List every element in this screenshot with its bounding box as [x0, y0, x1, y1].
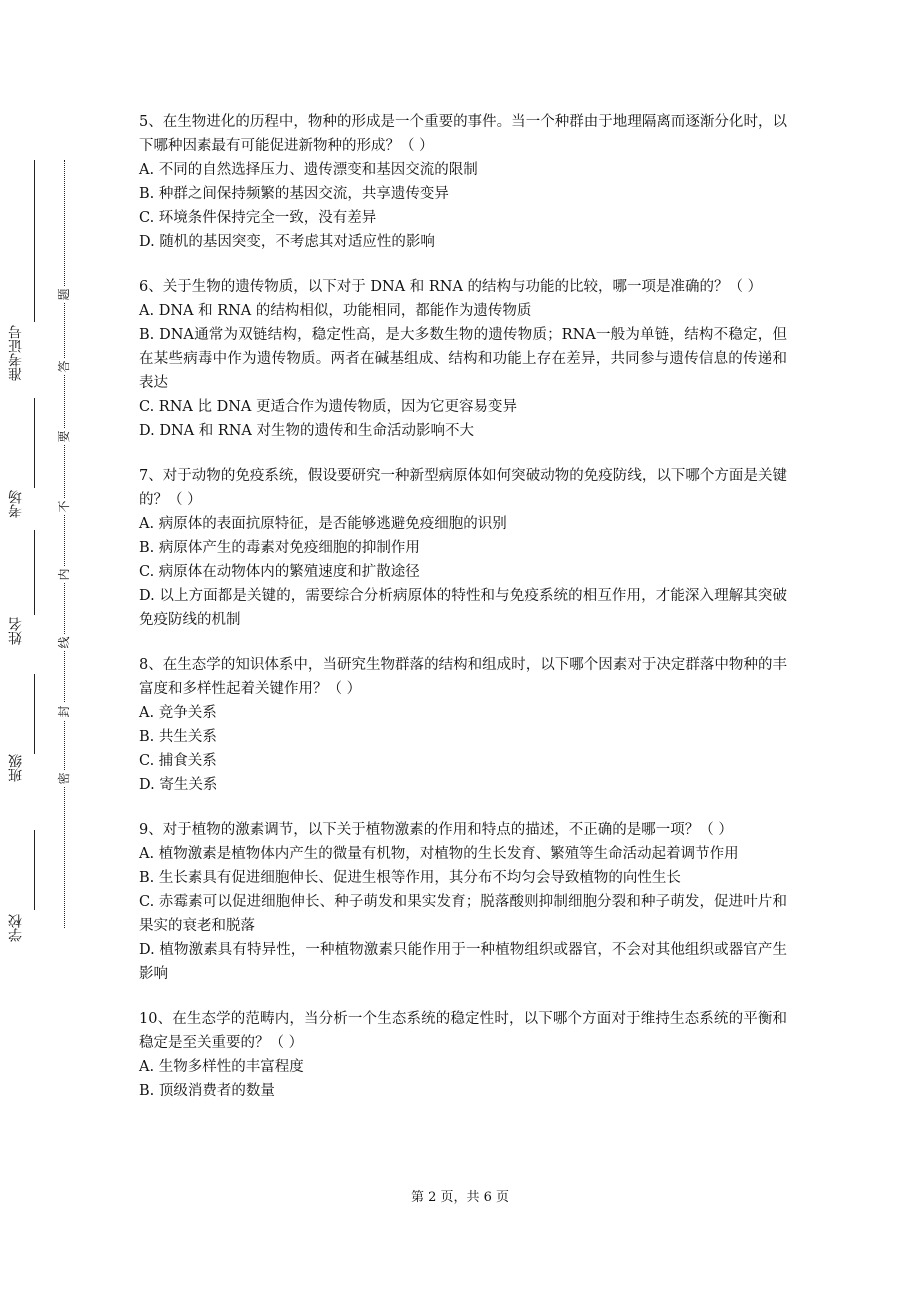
question-8: [139, 653, 787, 797]
option-b: B. 病原体产生的毒素对免疫细胞的抑制作用: [139, 540, 420, 556]
question-list: [139, 110, 787, 1124]
seal-char: 密: [56, 770, 73, 787]
field-line-name: [34, 530, 35, 615]
field-label-exam-room: 考场: [8, 490, 24, 518]
field-line-school: [34, 830, 35, 910]
option-c: C. 赤霉素可以促进细胞伸长、种子萌发和果实发育；脱落酸则抑制细胞分裂和种子萌发，促进叶片和果实的衰老和脱落: [139, 894, 787, 934]
seal-char: 要: [56, 428, 73, 445]
question-stem: 6、关于生物的遗传物质，以下对于 DNA 和 RNA 的结构与功能的比较，哪一项是准确的？（ ）: [139, 279, 763, 295]
option-a: A. 不同的自然选择压力、遗传漂变和基因交流的限制: [139, 162, 478, 178]
field-label-exam-id: 准考证号: [8, 325, 24, 381]
option-b: B. 生长素具有促进细胞伸长、促进生根等作用，其分布不均匀会导致植物的向性生长: [139, 870, 681, 886]
question-stem: 9、对于植物的激素调节，以下关于植物激素的作用和特点的描述，不正确的是哪一项？（ ）: [139, 822, 733, 838]
question-stem: 5、在生物进化的历程中，物种的形成是一个重要的事件。当一个种群由于地理隔离而逐渐分化时，以下哪种因素最有可能促进新物种的形成？（ ）: [139, 114, 787, 154]
option-b: B. 种群之间保持频繁的基因交流，共享遗传变异: [139, 186, 449, 202]
field-line-exam-id: [34, 160, 35, 322]
field-line-class: [34, 674, 35, 754]
seal-char: 内: [56, 566, 73, 583]
option-c: C. 捕食关系: [139, 753, 217, 769]
option-d: D. 寄生关系: [139, 777, 218, 793]
binding-margin: [0, 0, 110, 1302]
seal-char: 答: [56, 358, 73, 375]
seal-char: 线: [56, 634, 73, 651]
option-c: C. RNA 比 DNA 更适合作为遗传物质，因为它更容易变异: [139, 399, 517, 415]
option-b: B. 顶级消费者的数量: [139, 1083, 275, 1099]
question-10: [139, 1007, 787, 1103]
field-line-exam-room: [34, 398, 35, 488]
seal-dotted-line: [64, 160, 65, 928]
option-a: A. 病原体的表面抗原特征，是否能够逃避免疫细胞的识别: [139, 516, 507, 532]
page-number-footer: 第 2 页，共 6 页: [410, 1190, 510, 1205]
question-stem: 10、在生态学的范畴内，当分析一个生态系统的稳定性时，以下哪个方面对于维持生态系统的平衡和稳定是至关重要的？（ ）: [139, 1011, 787, 1051]
option-a: A. 植物激素是植物体内产生的微量有机物，对植物的生长发育、繁殖等生命活动起着调节作用: [139, 846, 739, 862]
option-a: A. 生物多样性的丰富程度: [139, 1059, 304, 1075]
option-b: B. 共生关系: [139, 729, 217, 745]
seal-char: 题: [56, 286, 73, 303]
option-d: D. 植物激素具有特异性，一种植物激素只能作用于一种植物组织或器官，不会对其他组织或器官产生影响: [139, 942, 787, 982]
seal-char: 不: [56, 498, 73, 515]
option-c: C. 环境条件保持完全一致，没有差异: [139, 210, 377, 226]
option-a: A. DNA 和 RNA 的结构相似，功能相同，都能作为遗传物质: [139, 303, 532, 319]
option-c: C. 病原体在动物体内的繁殖速度和扩散途径: [139, 564, 420, 580]
question-stem: 8、在生态学的知识体系中，当研究生物群落的结构和组成时，以下哪个因素对于决定群落中物种的丰富度和多样性起着关键作用？（ ）: [139, 657, 787, 697]
question-9: [139, 818, 787, 986]
field-label-name: 姓名: [8, 617, 24, 645]
option-d: D. 以上方面都是关键的，需要综合分析病原体的特性和与免疫系统的相互作用，才能深入理解其突破免疫防线的机制: [139, 588, 787, 628]
option-b: B. DNA通常为双链结构，稳定性高，是大多数生物的遗传物质；RNA一般为单链，结构不稳定，但在某些病毒中作为遗传物质。两者在碱基组成、结构和功能上存在差异，共同参与遗传信息的传递和表达: [139, 327, 787, 391]
seal-char: 封: [56, 703, 73, 720]
option-a: A. 竞争关系: [139, 705, 217, 721]
question-5: [139, 110, 787, 254]
field-label-class: 班级: [8, 754, 24, 782]
question-6: [139, 275, 787, 443]
field-label-school: 学校: [8, 914, 24, 942]
question-7: [139, 464, 787, 632]
question-stem: 7、对于动物的免疫系统，假设要研究一种新型病原体如何突破动物的免疫防线，以下哪个方面是关键的？（ ）: [139, 468, 787, 508]
option-d: D. 随机的基因突变，不考虑其对适应性的影响: [139, 234, 435, 250]
option-d: D. DNA 和 RNA 对生物的遗传和生命活动影响不大: [139, 423, 475, 439]
